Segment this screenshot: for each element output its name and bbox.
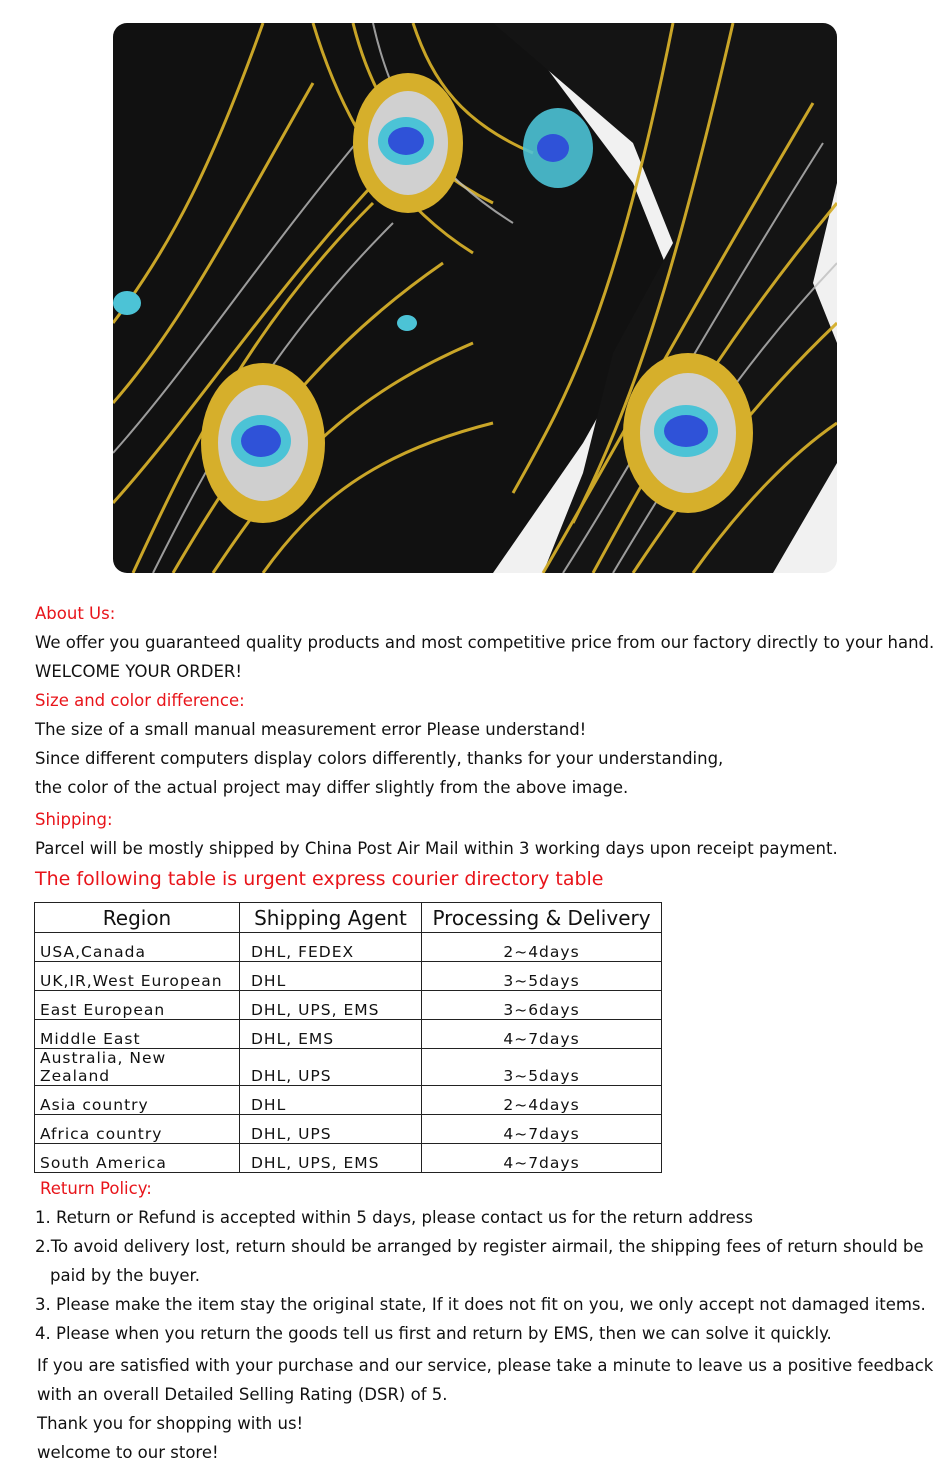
delivery-cell: 4~7days xyxy=(422,1115,662,1144)
table-row xyxy=(35,962,662,991)
header-shipping-agent: Shipping Agent xyxy=(240,903,422,933)
delivery-cell: 2~4days xyxy=(422,1086,662,1115)
region-cell: East European xyxy=(35,991,240,1020)
product-photo xyxy=(113,23,837,573)
about-text-2: WELCOME YOUR ORDER! xyxy=(35,662,242,681)
table-row xyxy=(35,1086,662,1115)
about-heading: About Us: xyxy=(35,604,116,623)
size-color-text-3: the color of the actual project may differ slightly from the above image. xyxy=(35,778,629,797)
closing-text-4: welcome to our store! xyxy=(37,1443,219,1462)
table-row xyxy=(35,1020,662,1049)
agent-cell: DHL, UPS, EMS xyxy=(240,1144,422,1173)
return-policy-heading: Return Policy: xyxy=(40,1179,152,1198)
delivery-cell: 3~5days xyxy=(422,962,662,991)
region-cell: South America xyxy=(35,1144,240,1173)
shipping-heading: Shipping: xyxy=(35,810,113,829)
region-cell: Asia country xyxy=(35,1086,240,1115)
agent-cell: DHL, UPS xyxy=(240,1049,422,1086)
return-item-4: 4. Please when you return the goods tell us first and return by EMS, then we can solve it quickly. xyxy=(35,1324,832,1343)
shipping-text: Parcel will be mostly shipped by China Post Air Mail within 3 working days upon receipt payment. xyxy=(35,839,838,858)
agent-cell: DHL, UPS, EMS xyxy=(240,991,422,1020)
delivery-cell: 3~5days xyxy=(422,1049,662,1086)
closing-text-1: If you are satisfied with your purchase and our service, please take a minute to leave us a positive feedback xyxy=(37,1356,934,1375)
header-processing-delivery: Processing & Delivery xyxy=(422,903,662,933)
delivery-cell: 3~6days xyxy=(422,991,662,1020)
region-cell: Africa country xyxy=(35,1115,240,1144)
delivery-cell: 4~7days xyxy=(422,1020,662,1049)
header-region: Region xyxy=(35,903,240,933)
table-title: The following table is urgent express courier directory table xyxy=(35,868,604,890)
region-cell: USA,Canada xyxy=(35,933,240,962)
closing-text-2: with an overall Detailed Selling Rating (DSR) of 5. xyxy=(37,1385,448,1404)
size-color-heading: Size and color difference: xyxy=(35,691,245,710)
agent-cell: DHL, UPS xyxy=(240,1115,422,1144)
return-item-2-cont: paid by the buyer. xyxy=(50,1266,201,1285)
closing-text-3: Thank you for shopping with us! xyxy=(37,1414,304,1433)
region-cell: UK,IR,West European xyxy=(35,962,240,991)
size-color-text-1: The size of a small manual measurement error Please understand! xyxy=(35,720,587,739)
table-row xyxy=(35,1144,662,1173)
agent-cell: DHL, FEDEX xyxy=(240,933,422,962)
return-item-3: 3. Please make the item stay the original state, If it does not fit on you, we only accept not damaged items. xyxy=(35,1295,926,1314)
size-color-text-2: Since different computers display colors differently, thanks for your understanding, xyxy=(35,749,724,768)
delivery-cell: 4~7days xyxy=(422,1144,662,1173)
courier-table xyxy=(34,902,662,1173)
table-header-row xyxy=(35,903,662,933)
agent-cell: DHL, EMS xyxy=(240,1020,422,1049)
delivery-cell: 2~4days xyxy=(422,933,662,962)
region-cell: Australia, New Zealand xyxy=(35,1049,240,1086)
agent-cell: DHL xyxy=(240,1086,422,1115)
return-item-2: 2.To avoid delivery lost, return should be arranged by register airmail, the shipping fees of return should be xyxy=(35,1237,924,1256)
table-row xyxy=(35,1115,662,1144)
table-row xyxy=(35,991,662,1020)
region-cell: Middle East xyxy=(35,1020,240,1049)
table-row xyxy=(35,933,662,962)
about-text-1: We offer you guaranteed quality products and most competitive price from our factory directly to your hand. xyxy=(35,633,935,652)
table-row xyxy=(35,1049,662,1086)
return-item-1: 1. Return or Refund is accepted within 5 days, please contact us for the return address xyxy=(35,1208,753,1227)
agent-cell: DHL xyxy=(240,962,422,991)
